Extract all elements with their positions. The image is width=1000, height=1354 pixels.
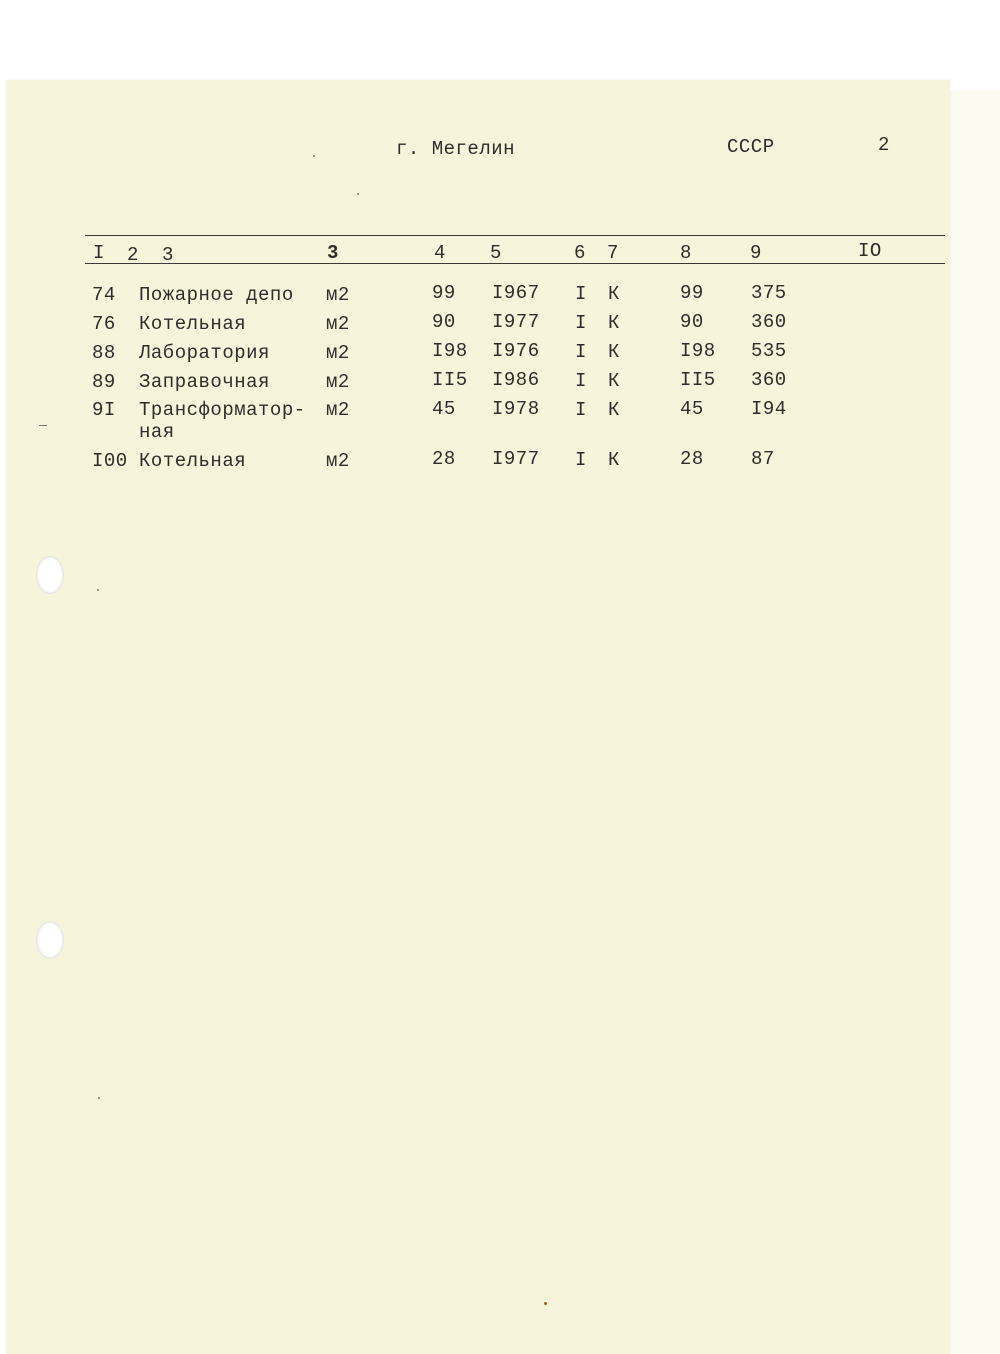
col-header-1: I xyxy=(93,242,105,264)
scan-speck xyxy=(313,155,315,157)
scan-speck xyxy=(544,1302,547,1305)
sheet-edge xyxy=(944,90,1000,1354)
row-col7: К xyxy=(608,283,620,305)
row-col4: 90 xyxy=(432,311,456,333)
row-number: 89 xyxy=(92,371,116,393)
row-col5-year: I986 xyxy=(492,369,540,391)
city-title: г. Мегелин xyxy=(396,138,516,160)
row-col6: I xyxy=(575,341,587,363)
header-rule-bottom xyxy=(85,263,945,264)
row-col8: 90 xyxy=(680,311,704,333)
paper-sheet xyxy=(6,80,950,1354)
row-col6: I xyxy=(575,283,587,305)
row-col6: I xyxy=(575,370,587,392)
row-number: 76 xyxy=(92,313,116,335)
row-object-name-continued: ная xyxy=(139,421,175,443)
row-col5-year: I977 xyxy=(492,311,540,333)
row-col7: К xyxy=(608,341,620,363)
row-unit: м2 xyxy=(326,450,350,472)
row-col6: I xyxy=(575,449,587,471)
row-col9: 360 xyxy=(751,369,787,391)
row-col4: I98 xyxy=(432,340,468,362)
row-col5-year: I976 xyxy=(492,340,540,362)
row-col9: 87 xyxy=(751,448,775,470)
scan-speck xyxy=(97,589,99,591)
row-col9: 360 xyxy=(751,311,787,333)
row-col4: II5 xyxy=(432,369,468,391)
row-object-name: Трансформатор- xyxy=(139,399,306,421)
col-header-5: 5 xyxy=(490,242,502,264)
row-unit: м2 xyxy=(326,371,350,393)
page-number: 2 xyxy=(878,134,890,156)
row-col4: 28 xyxy=(432,448,456,470)
row-object-name: Лаборатория xyxy=(139,342,270,364)
row-unit: м2 xyxy=(326,399,350,421)
row-col9: 375 xyxy=(751,282,787,304)
row-unit: м2 xyxy=(326,284,350,306)
row-number: 74 xyxy=(92,284,116,306)
row-object-name: Котельная xyxy=(139,313,247,335)
col-header-6: 6 xyxy=(574,242,586,264)
scan-speck xyxy=(39,425,47,426)
row-col9: 535 xyxy=(751,340,787,362)
col-header-8: 8 xyxy=(680,242,692,264)
country-label: СССР xyxy=(727,136,775,158)
row-col8: I98 xyxy=(680,340,716,362)
col-header-9: 9 xyxy=(750,242,762,264)
row-object-name: Котельная xyxy=(139,450,247,472)
scan-speck xyxy=(98,1097,100,1099)
row-col4: 99 xyxy=(432,282,456,304)
row-col7: К xyxy=(608,449,620,471)
row-unit: м2 xyxy=(326,342,350,364)
row-number: I00 xyxy=(92,450,128,472)
row-unit: м2 xyxy=(326,313,350,335)
header-rule-top xyxy=(85,235,945,236)
row-col8: II5 xyxy=(680,369,716,391)
row-number: 9I xyxy=(92,399,116,421)
col-header-2: 2 xyxy=(127,244,139,266)
row-col5-year: I978 xyxy=(492,398,540,420)
col-header-3: 3 xyxy=(162,244,174,266)
row-col9: I94 xyxy=(751,398,787,420)
row-object-name: Пожарное депо xyxy=(139,284,294,306)
punch-hole-top xyxy=(36,556,64,594)
row-col5-year: I967 xyxy=(492,282,540,304)
row-col8: 45 xyxy=(680,398,704,420)
row-col7: К xyxy=(608,399,620,421)
col-header-4: 4 xyxy=(434,242,446,264)
row-number: 88 xyxy=(92,342,116,364)
row-col7: К xyxy=(608,312,620,334)
row-col6: I xyxy=(575,312,587,334)
row-col8: 28 xyxy=(680,448,704,470)
col-header-3-unit: 3 xyxy=(327,242,339,264)
row-col7: К xyxy=(608,370,620,392)
row-col8: 99 xyxy=(680,282,704,304)
row-col5-year: I977 xyxy=(492,448,540,470)
scan-speck xyxy=(357,193,359,195)
punch-hole-bottom xyxy=(36,921,64,959)
col-header-7: 7 xyxy=(607,242,619,264)
row-object-name: Заправочная xyxy=(139,371,270,393)
row-col6: I xyxy=(575,399,587,421)
row-col4: 45 xyxy=(432,398,456,420)
col-header-10: IO xyxy=(858,240,882,262)
